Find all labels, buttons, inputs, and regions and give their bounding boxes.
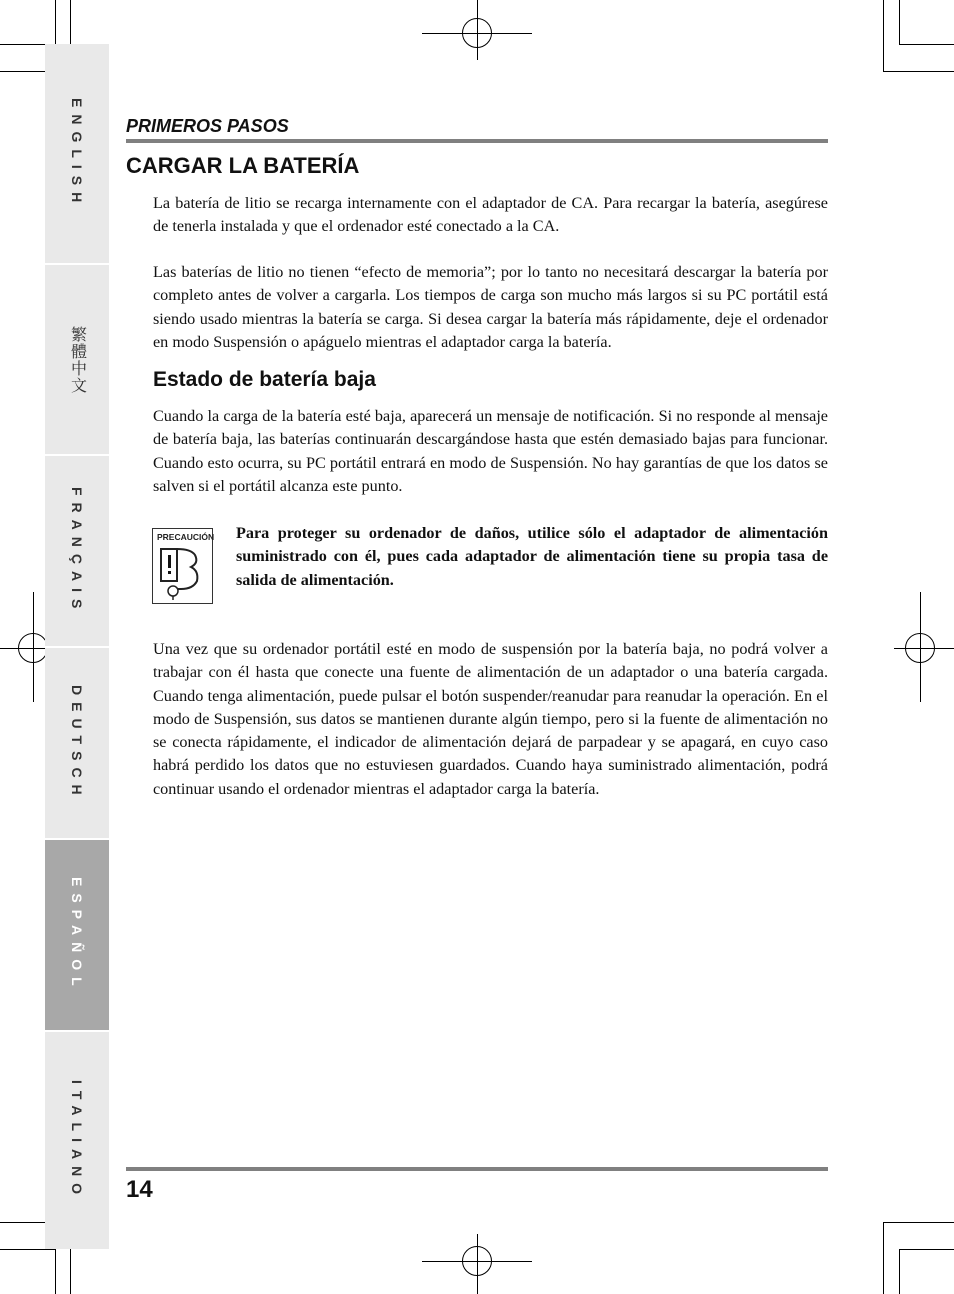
- tab-chinese[interactable]: [45, 265, 109, 454]
- header-rule: [126, 139, 828, 143]
- footer-rule: [126, 1167, 828, 1171]
- caution-icon: [152, 528, 213, 604]
- tab-label: FRANÇAIS: [69, 486, 85, 616]
- paragraph-4: Una vez que su ordenador portátil esté en modo de suspensión por la batería baja, no podrá volver a trabajar con él hasta que conecte una fuente de alimentación de un adaptador o una batería cargada. Cuando tenga alimentación, puede pulsar el botón suspender/reanudar para reanudar la operación. En el modo de Suspensión, sus datos se mantienen durante algún tiempo, pero si la fuente de alimentación no se conecta rápidamente, el indicador de alimentación dejará de parpadear y se apagará, en cuyo caso habrá perdido los datos que no estuviesen guardados. Cuando haya suministrado alimentación, podrá continuar usando el ordenador mientras el adaptador carga la batería.: [153, 640, 828, 798]
- tab-label: ENGLISH: [69, 97, 85, 210]
- section-header: PRIMEROS PASOS: [126, 116, 289, 136]
- section-subtitle: Estado de batería baja: [153, 368, 376, 391]
- caution-text: Para proteger su ordenador de daños, utilice sólo el adaptador de alimentación suministrado con él, pues cada adaptador de alimentación tiene su propia tasa de salida de alimentación.: [236, 524, 828, 589]
- caution-label: PRECAUCIÓN: [157, 532, 215, 542]
- tab-francais[interactable]: [45, 456, 109, 646]
- paragraph-3: Cuando la carga de la batería esté baja, aparecerá un mensaje de notificación. Si no responde al mensaje de batería baja, las baterías continuarán descargándose hasta que estén demasiado bajas para funcionar. Cuando esto ocurra, su PC portátil entrará en modo de Suspensión. No hay garantías de que los datos se salven si el portátil alcanza este punto.: [153, 407, 828, 495]
- paragraph-1: La batería de litio se recarga internamente con el adaptador de CA. Para recargar la batería, asegúrese de tenerla instalada y que el ordenador esté conectado a la CA.: [153, 194, 828, 236]
- page-number: 14: [126, 1176, 153, 1203]
- tab-label: DEUTSCH: [69, 684, 85, 802]
- paragraph-2: Las baterías de litio no tienen “efecto de memoria”; por lo tanto no necesitará descargar la batería por completo antes de volver a cargarla. Los tiempos de carga son mucho más largos si su PC portátil está siendo usado mientras la batería se carga. Si desea cargar la batería más rápidamente, deje el ordenador en modo Suspensión o apáguelo mientras el adaptador carga la batería.: [153, 263, 828, 351]
- tab-deutsch[interactable]: [45, 648, 109, 838]
- tab-espanol[interactable]: [45, 840, 109, 1030]
- tab-label: ITALIANO: [69, 1079, 85, 1202]
- tab-english[interactable]: [45, 44, 109, 263]
- tab-label: ESPAÑOL: [69, 877, 85, 993]
- caution-hand-icon: [153, 541, 212, 603]
- page-title: CARGAR LA BATERÍA: [126, 153, 360, 178]
- tab-italiano[interactable]: [45, 1032, 109, 1249]
- tab-label: 繁體中文: [68, 325, 86, 394]
